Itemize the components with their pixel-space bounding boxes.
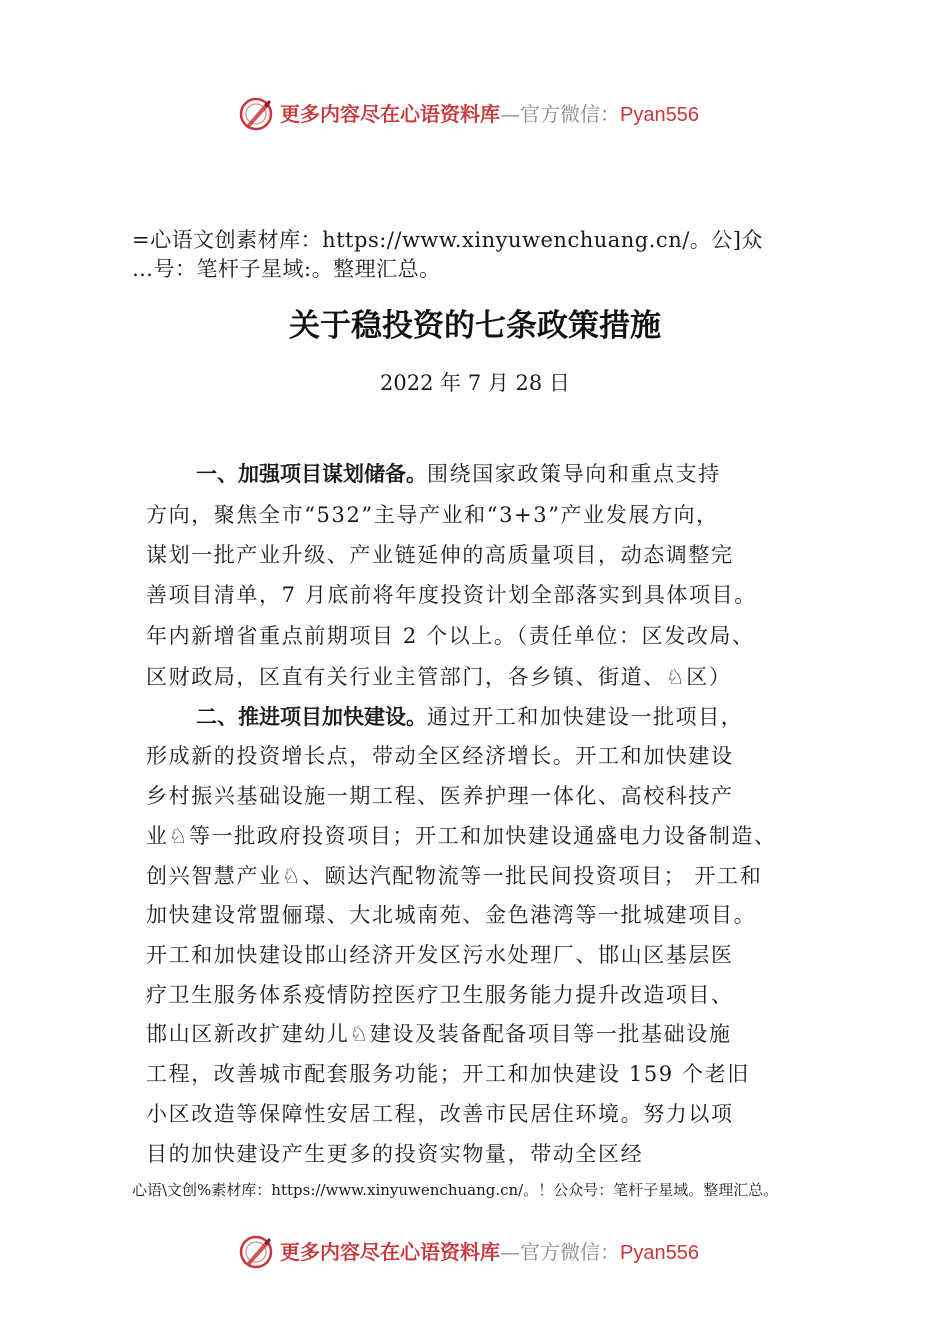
section-2-line: 加快建设常盟俪璟、大北城南苑、金色港湾等一批城建项目。 <box>146 903 757 927</box>
top-banner <box>0 94 950 134</box>
banner-text <box>280 1240 699 1265</box>
section-2-line: 开工和加快建设邯山经济开发区污水处理厂、邯山区基层医 <box>146 943 734 967</box>
section-1-line: 谋划一批产业升级、产业链延伸的高质量项目，动态调整完 <box>146 543 734 567</box>
banner-wechat-label: —官方微信： <box>500 1240 620 1264</box>
section-1-first-line <box>196 459 721 489</box>
section-1-line: 年内新增省重点前期项目 2 个以上。（责任单位：区发改局、 <box>146 624 755 648</box>
section-2-line: 业♘等一批政府投资项目；开工和加快建设通盛电力设备制造、 <box>146 824 777 848</box>
section-1-line: 区财政局，区直有关行业主管部门，各乡镇、街道、♘区） <box>146 665 732 689</box>
section-2-line: 工程，改善城市配套服务功能；开工和加快建设 159 个老旧 <box>146 1062 750 1086</box>
watermark-line-2: …号：笔杆子星域:。整理汇总。 <box>132 257 441 281</box>
section-2-line: 疗卫生服务体系疫情防控医疗卫生服务能力提升改造项目、 <box>146 983 734 1007</box>
section-2-line: 邯山区新改扩建幼儿♘建设及装备配备项目等一批基础设施 <box>146 1022 732 1046</box>
watermark-line-1: =心语文创素材库：https://www.xinyuwenchuang.cn/。公]众 <box>132 228 763 252</box>
section-2-line: 通过开工和加快建设一批项目， <box>427 705 744 729</box>
banner-text <box>280 102 699 127</box>
section-2-line: 形成新的投资增长点，带动全区经济增长。开工和加快建设 <box>146 744 734 768</box>
pen-logo-icon <box>238 1234 274 1270</box>
section-2-line: 目的加快建设产生更多的投资实物量，带动全区经 <box>146 1142 644 1166</box>
document-date: 2022 年 7 月 28 日 <box>380 371 570 395</box>
pen-logo-icon <box>238 96 274 132</box>
banner-wechat-id: Pyan556 <box>620 1242 699 1264</box>
footer-watermark: 心语\文创%素材库：https://www.xinyuwenchuang.cn/。！公众号：笔杆子星域。整理汇总。 <box>132 1181 779 1199</box>
section-2-heading: 二、推进项目加快建设。 <box>196 705 427 729</box>
section-2-first-line <box>196 702 743 732</box>
banner-wechat-id: Pyan556 <box>620 104 699 126</box>
section-2-line: 乡村振兴基础设施一期工程、医养护理一体化、高校科技产 <box>146 784 734 808</box>
section-1-line: 善项目清单，7 月底前将年度投资计划全部落实到具体项目。 <box>146 583 757 607</box>
banner-brand: 更多内容尽在心语资料库 <box>280 1240 500 1264</box>
bottom-banner <box>0 1232 950 1272</box>
section-1-heading: 一、加强项目谋划储备。 <box>196 462 427 486</box>
section-1-line: 方向，聚焦全市“532”主导产业和“3+3”产业发展方向， <box>146 503 719 527</box>
section-1-line: 围绕国家政策导向和重点支持 <box>427 462 721 486</box>
banner-wechat-label: —官方微信： <box>500 102 620 126</box>
section-2-line: 创兴智慧产业♘、颐达汽配物流等一批民间投资项目； 开工和 <box>146 864 763 888</box>
section-2-line: 小区改造等保障性安居工程，改善市民居住环境。努力以项 <box>146 1102 734 1126</box>
document-title: 关于稳投资的七条政策措施 <box>289 308 661 344</box>
banner-brand: 更多内容尽在心语资料库 <box>280 102 500 126</box>
